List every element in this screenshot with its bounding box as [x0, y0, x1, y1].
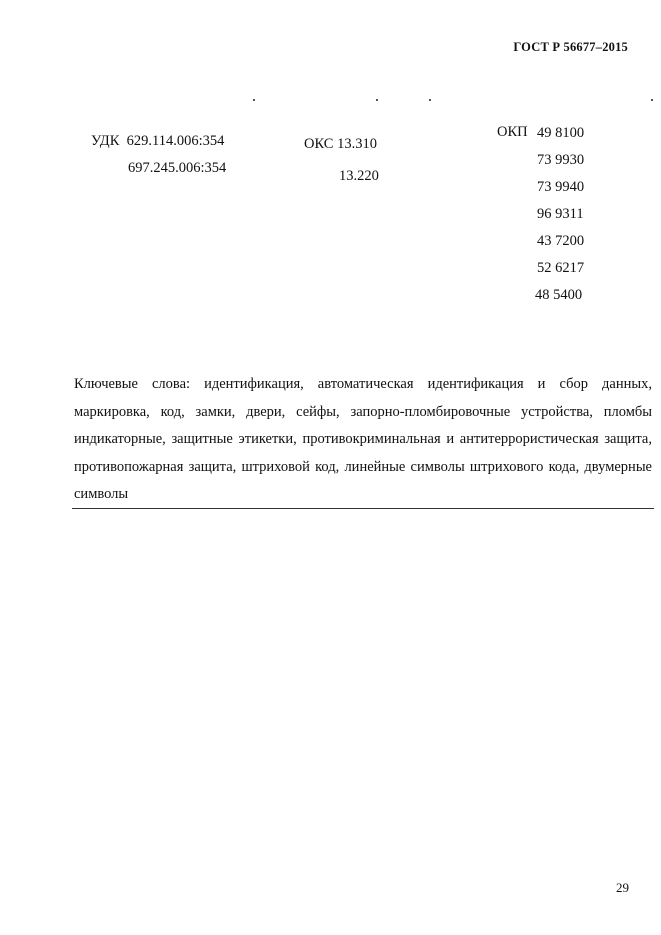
okp-code: 96 9311: [537, 206, 584, 222]
scan-dot: [376, 99, 378, 101]
okp-code: 73 9940: [537, 179, 585, 195]
horizontal-rule: [72, 508, 654, 509]
oks-label: ОКС: [304, 136, 334, 152]
oks-value-2: 13.220: [339, 168, 379, 184]
okp-code-list: [537, 124, 597, 313]
scan-dots: [0, 96, 661, 104]
udk-value-1: 629.114.006:354: [126, 133, 225, 149]
scan-dot: [429, 99, 431, 101]
keywords-paragraph: Ключевые слова: идентификация, автоматическая идентификация и сбор данных, маркировка, код, замки, двери, сейфы, запорно-пломбировочные устройства, пломбы индикаторные, защитные этикетки, противокриминальная и антитеррористическая защита, противопожарная защита, штриховой код, линейные символы штрихового кода, двумерные символы: [74, 376, 652, 502]
scan-dot: [253, 99, 255, 101]
document-header: ГОСТ Р 56677–2015: [513, 40, 628, 54]
okp-code: 52 6217: [537, 260, 585, 276]
okp-label: ОКП: [497, 124, 528, 140]
oks-code-1: [304, 136, 377, 153]
okp-code: 48 5400: [535, 287, 583, 303]
udk-code-1: [91, 133, 224, 150]
scan-dot: [651, 99, 653, 101]
udk-value-2: 697.245.006:354: [128, 160, 227, 176]
okp-code: 43 7200: [537, 233, 585, 249]
okp-code: 49 8100: [537, 125, 585, 141]
udk-label: УДК: [91, 133, 120, 149]
okp-code: 73 9930: [537, 152, 585, 168]
page-number: 29: [616, 880, 629, 895]
oks-value-1: 13.310: [337, 136, 377, 152]
